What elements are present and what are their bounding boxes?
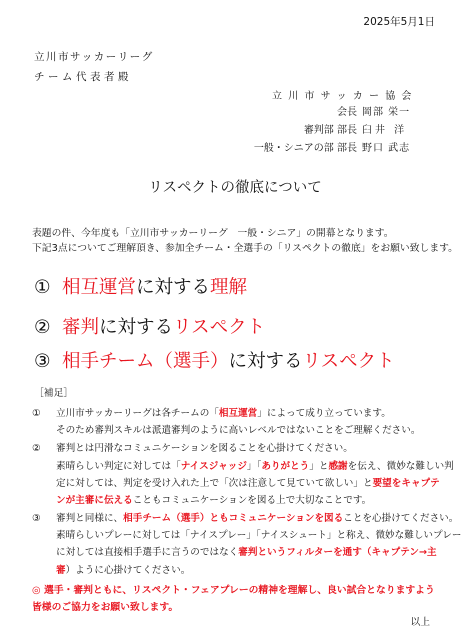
note-line: [32, 548, 452, 560]
key-point-text: に対する: [136, 277, 211, 298]
addressee-league: 立川市サッカーリーグ: [34, 51, 154, 63]
key-point: [34, 313, 265, 339]
note-text: 素晴らしいプレーに対しては「ナイスプレー」「ナイスシュート」と称え、微妙な難しいプレー: [56, 530, 462, 541]
note-line: [32, 496, 452, 508]
key-point: [34, 347, 395, 373]
sender-role: 会長: [337, 107, 357, 118]
key-point: [34, 273, 247, 299]
key-point-text: 審判: [62, 317, 100, 338]
closing: 以上: [410, 617, 430, 628]
note-line: [32, 444, 452, 456]
key-point-number: ①: [34, 277, 51, 298]
note-line: [32, 479, 452, 491]
sender-name: 野口 武志: [362, 143, 411, 154]
supplement-label: ［補足］: [34, 388, 74, 399]
note-number: ②: [32, 443, 41, 454]
sender-name: 臼井 洋: [362, 125, 408, 136]
key-point-number: ②: [34, 317, 51, 338]
key-point-text: リスペクト: [302, 351, 395, 372]
key-point-text: 相手チーム（選手）: [62, 351, 229, 372]
note-line: [32, 566, 452, 578]
key-point-text: 理解: [210, 277, 248, 298]
sender-role: 審判部 部長: [303, 125, 357, 136]
note-text: ンが主審に伝えることもコミュニケーションを図る上で大切なことです。: [56, 495, 372, 506]
note-line: [32, 513, 459, 526]
note-line: [32, 409, 452, 421]
key-point-text: に対する: [99, 317, 174, 338]
date: 2025年5月1日: [363, 16, 435, 28]
note-text: 審）ように心掛けてください。: [56, 565, 191, 576]
note-line: [32, 530, 462, 543]
intro-line: 表題の件、今年度も「立川市サッカーリーグ 一般・シニア」の開幕となります。: [32, 228, 394, 239]
sender-org: 立川市サッカー協会: [272, 91, 418, 102]
intro-line: 下記3点についてご理解頂き、参加全チーム・全選手の「リスペクトの徹底」をお願い致します。: [32, 243, 458, 254]
key-point-text: に対する: [228, 351, 303, 372]
note-text: 審判とは円滑なコミュニケーションを図ることを心掛けてください。: [56, 443, 353, 454]
note-line: [32, 462, 452, 474]
note-number: ①: [32, 408, 41, 419]
note-text: 立川市サッカーリーグは各チームの「相互運営」によって成り立っています。: [56, 408, 391, 419]
key-point-text: 相互運営: [62, 277, 137, 298]
addressee-representative: チーム代表者殿: [34, 71, 132, 83]
final-request-line: 皆様のご協力をお願い致します。: [32, 602, 179, 613]
note-text: 素晴らしい判定に対しては「ナイスジャッジ」「ありがとう」と感謝を伝え、微妙な難しい判: [56, 461, 454, 472]
key-point-text: リスペクト: [173, 317, 266, 338]
note-text: そのため審判スキルは派遣審判のように高いレベルではないことをご理解ください。: [56, 425, 421, 436]
final-request-line: ◎ 選手・審判ともに、リスペクト・フェアプレーの精神を理解し、良い試合となりますよう: [32, 585, 435, 596]
note-text: 定に対しては、判定を受け入れた上で「次は注意して見ていて欲しい」と要望をキャプテ: [56, 478, 440, 489]
note-text: に対しては直接相手選手に言うのではなく審判というフィルターを通す（キャプテン→主: [56, 547, 437, 558]
final-request: [32, 582, 435, 616]
note-text: 審判と同様に、相手チーム（選手）ともコミュニケーションを図ることを心掛けてください。: [56, 513, 459, 524]
sender-name: 岡部 栄一: [362, 107, 411, 118]
document-title: リスペクトの徹底について: [148, 180, 322, 196]
key-point-number: ③: [34, 351, 51, 372]
note-line: [32, 426, 452, 438]
sender-role: 一般・シニアの部 部長: [253, 143, 357, 154]
note-number: ③: [32, 513, 41, 524]
